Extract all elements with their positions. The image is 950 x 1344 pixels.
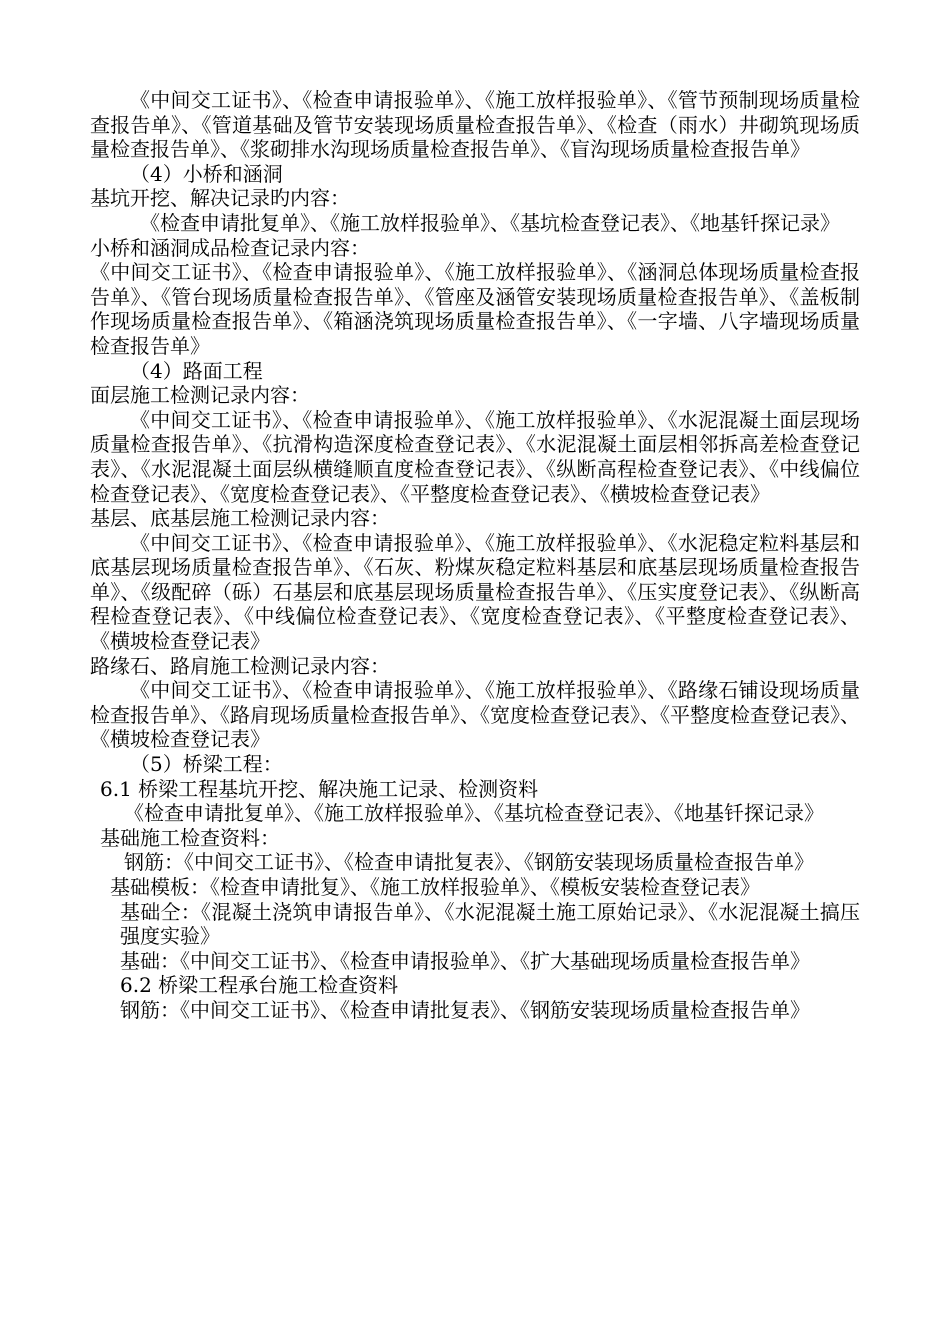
paragraph-foundation-rebar: 钢筋：《中间交工证书》、《检查申请批复表》、《钢筋安装现场质量检查报告单》 [124, 850, 814, 875]
heading-pavement: （4）路面工程 [130, 358, 263, 383]
label-base-layer: 基层、底基层施工检测记录内容： [90, 506, 390, 531]
paragraph-foundation-final: 基础：《中间交工证书》、《检查申请报验单》、《扩大基础现场质量检查报告单》 [120, 948, 810, 973]
heading-small-bridge-culvert: （4）小桥和涵洞 [130, 161, 283, 186]
label-pit-excavation: 基坑开挖、解决记录旳内容： [90, 186, 350, 211]
paragraph-pit-records: 《检查申请批复单》、《施工放样报验单》、《基坑检查登记表》、《地基钎探记录》 [140, 210, 840, 235]
paragraph-bridge-pit-records: 《检查申请批复单》、《施工放样报验单》、《基坑检查登记表》、《地基钎探记录》 [124, 801, 824, 826]
document-page [90, 88, 860, 1023]
paragraph-foundation-formwork: 基础模板：《检查申请批复》、《施工放样报验单》、《模板安装检查登记表》 [110, 875, 760, 899]
paragraph-foundation-concrete: 基础仝：《混凝土浇筑申请报告单》、《水泥混凝土施工原始记录》、《水泥混凝土搞压强度实验》 [120, 899, 860, 949]
paragraph-cap-rebar: 钢筋：《中间交工证书》、《检查申请批复表》、《钢筋安装现场质量检查报告单》 [120, 997, 810, 1022]
paragraph-curb-records: 《中间交工证书》、《检查申请报验单》、《施工放样报验单》、《路缘石铺设现场质量检查报告单》、《路肩现场质量检查报告单》、《宽度检查登记表》、《平整度检查登记表》、《横坡检查登记表》 [90, 678, 860, 752]
paragraph-base-records: 《中间交工证书》、《检查申请报验单》、《施工放样报验单》、《水泥稳定粒料基层和底基层现场质量检查报告单》、《石灰、粉煤灰稳定粒料基层和底基层现场质量检查报告单》、《级配碎（砾）石基层和底基层现场质量检查报告单》、《压实度登记表》、《纵断高程检查登记表》、《中线偏位检查登记表》、《宽度检查登记表》、《平整度检查登记表》、《横坡检查登记表》 [90, 530, 860, 654]
paragraph-pipe-records: 《中间交工证书》、《检查申请报验单》、《施工放样报验单》、《管节预制现场质量检查报告单》、《管道基础及管节安装现场质量检查报告单》、《检查（雨水）井砌筑现场质量检查报告单》、《浆砌排水沟现场质量检查报告单》、《盲沟现场质量检查报告单》 [90, 88, 860, 162]
label-foundation-inspection: 基础施工检查资料： [100, 825, 280, 850]
label-culvert-finished: 小桥和涵洞成品检查记录内容： [90, 235, 370, 260]
label-curb-shoulder: 路缘石、路肩施工检测记录内容： [90, 653, 390, 678]
heading-bridge-pit: 6.1 桥梁工程基坑开挖、解决施工记录、检测资料 [100, 776, 539, 801]
paragraph-culvert-records: 《中间交工证书》、《检查申请报验单》、《施工放样报验单》、《涵洞总体现场质量检查报告单》、《管台现场质量检查报告单》、《管座及涵管安装现场质量检查报告单》、《盖板制作现场质量检查报告单》、《箱涵浇筑现场质量检查报告单》、《一字墙、八字墙现场质量检查报告单》 [90, 260, 860, 358]
paragraph-surface-records: 《中间交工证书》、《检查申请报验单》、《施工放样报验单》、《水泥混凝土面层现场质量检查报告单》、《抗滑构造深度检查登记表》、《水泥混凝土面层相邻拆高差检查登记表》、《水泥混凝土面层纵横缝顺直度检查登记表》、《纵断高程检查登记表》、《中线偏位检查登记表》、《宽度检查登记表》、《平整度检查登记表》、《横坡检查登记表》 [90, 407, 860, 506]
label-surface-layer: 面层施工检测记录内容： [90, 383, 310, 408]
heading-bridge-cap: 6.2 桥梁工程承台施工检查资料 [120, 973, 399, 998]
heading-bridge-works: （5）桥梁工程： [130, 752, 283, 777]
